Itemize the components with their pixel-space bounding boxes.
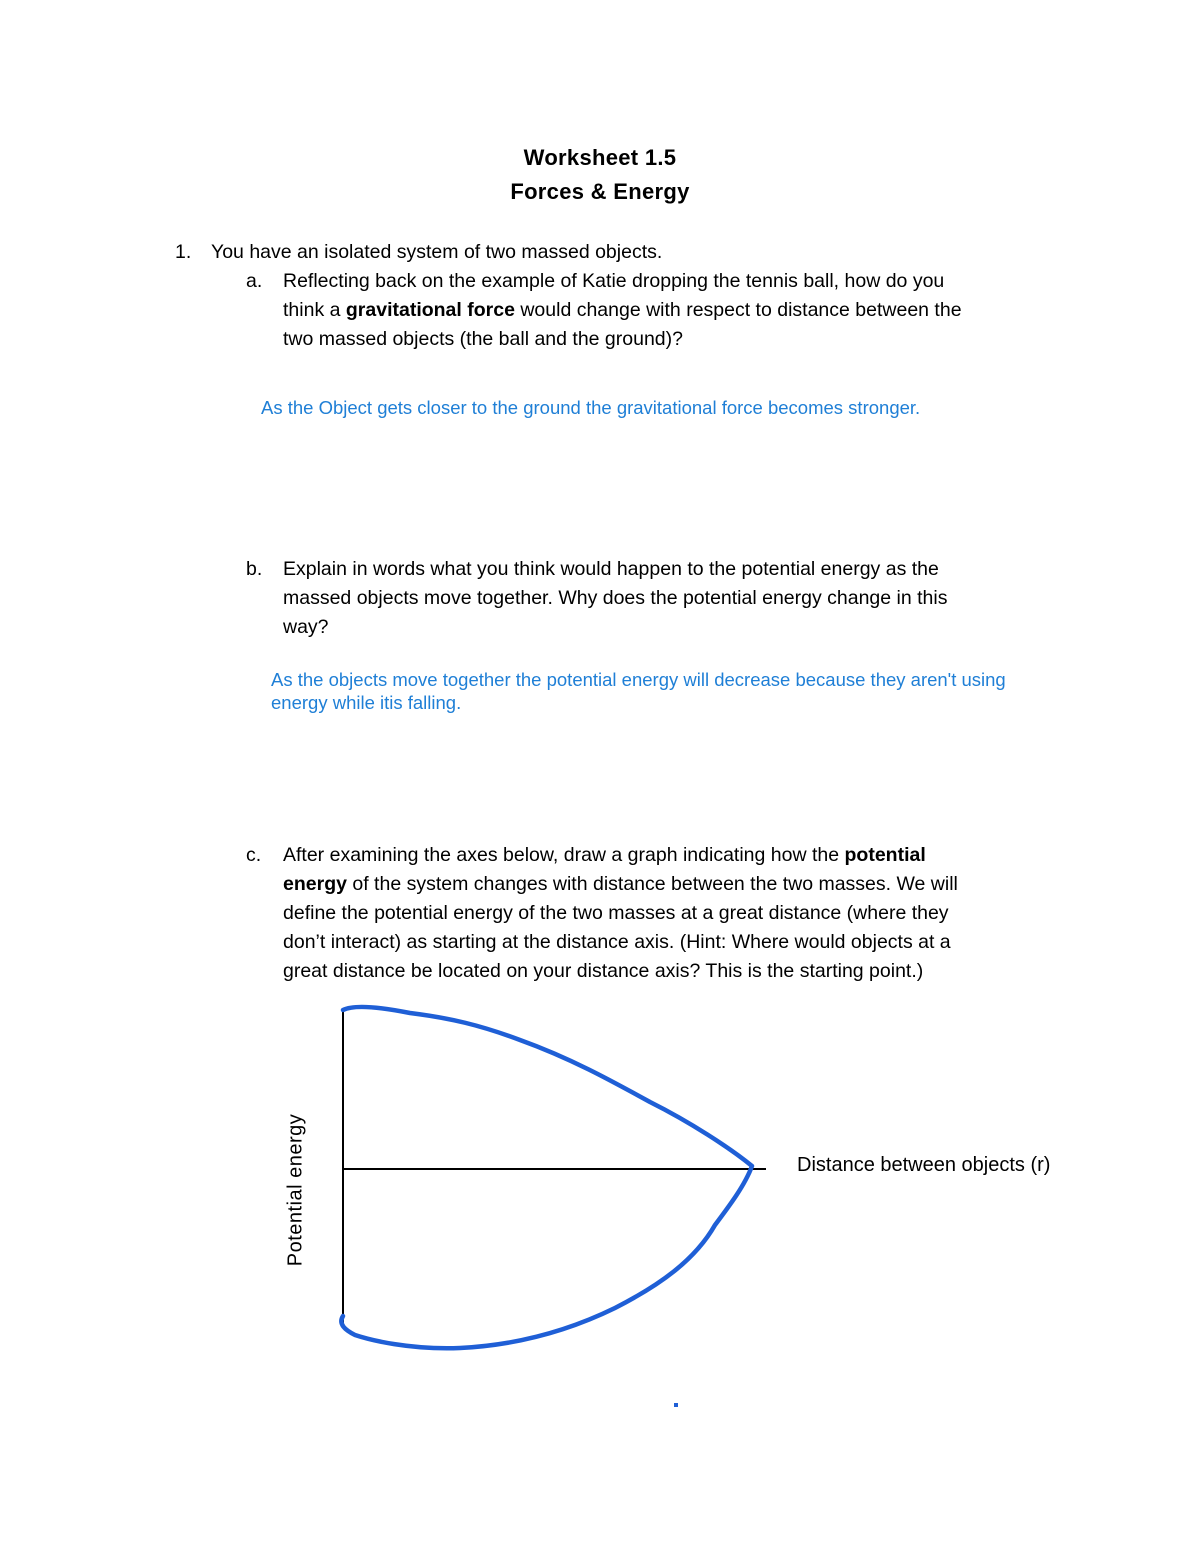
part-a-line-3: two massed objects (the ball and the ground)? bbox=[283, 328, 683, 350]
x-axis-label: Distance between objects (r) bbox=[797, 1154, 1051, 1176]
question-1-number: 1. bbox=[175, 241, 192, 263]
part-c-line-1-pre: After examining the axes below, draw a graph indicating how the bbox=[283, 844, 845, 866]
potential-term: potential bbox=[844, 844, 926, 866]
hand-drawn-curve bbox=[341, 1007, 752, 1348]
part-b-line-3: way? bbox=[283, 616, 329, 638]
worksheet-title: Worksheet 1.5 bbox=[523, 145, 677, 170]
part-b-answer-line-1: As the objects move together the potential energy will decrease because they aren't using bbox=[271, 669, 1006, 690]
stray-mark bbox=[674, 1403, 678, 1407]
part-c-label: c. bbox=[246, 844, 262, 866]
part-a-answer: As the Object gets closer to the ground the gravitational force becomes stronger. bbox=[261, 397, 921, 418]
energy-term: energy bbox=[283, 873, 347, 895]
part-b-line-1: Explain in words what you think would happen to the potential energy as the bbox=[283, 558, 939, 580]
part-b-label: b. bbox=[246, 558, 263, 580]
worksheet-subtitle: Forces & Energy bbox=[510, 179, 690, 204]
part-b-line-2: massed objects move together. Why does the potential energy change in this bbox=[283, 587, 948, 609]
part-c-line-4: don’t interact) as starting at the distance axis. (Hint: Where would objects at a bbox=[283, 931, 951, 953]
part-c-line-5: great distance be located on your distance axis? This is the starting point.) bbox=[283, 960, 924, 982]
part-a-label: a. bbox=[246, 270, 263, 292]
y-axis-label: Potential energy bbox=[284, 1113, 307, 1267]
part-a-line-2-post: would change with respect to distance between the bbox=[514, 299, 962, 321]
part-a-line-1: Reflecting back on the example of Katie dropping the tennis ball, how do you bbox=[283, 270, 945, 292]
part-c-line-3: define the potential energy of the two masses at a great distance (where they bbox=[283, 902, 949, 924]
part-b-answer-line-2: energy while itis falling. bbox=[271, 692, 462, 713]
part-c-line-2-post: of the system changes with distance between the two masses. We will bbox=[346, 873, 958, 895]
question-1-text: You have an isolated system of two massed objects. bbox=[211, 241, 663, 263]
gravitational-force-term: gravitational force bbox=[345, 299, 515, 321]
part-a-line-2-pre: think a bbox=[283, 299, 346, 321]
